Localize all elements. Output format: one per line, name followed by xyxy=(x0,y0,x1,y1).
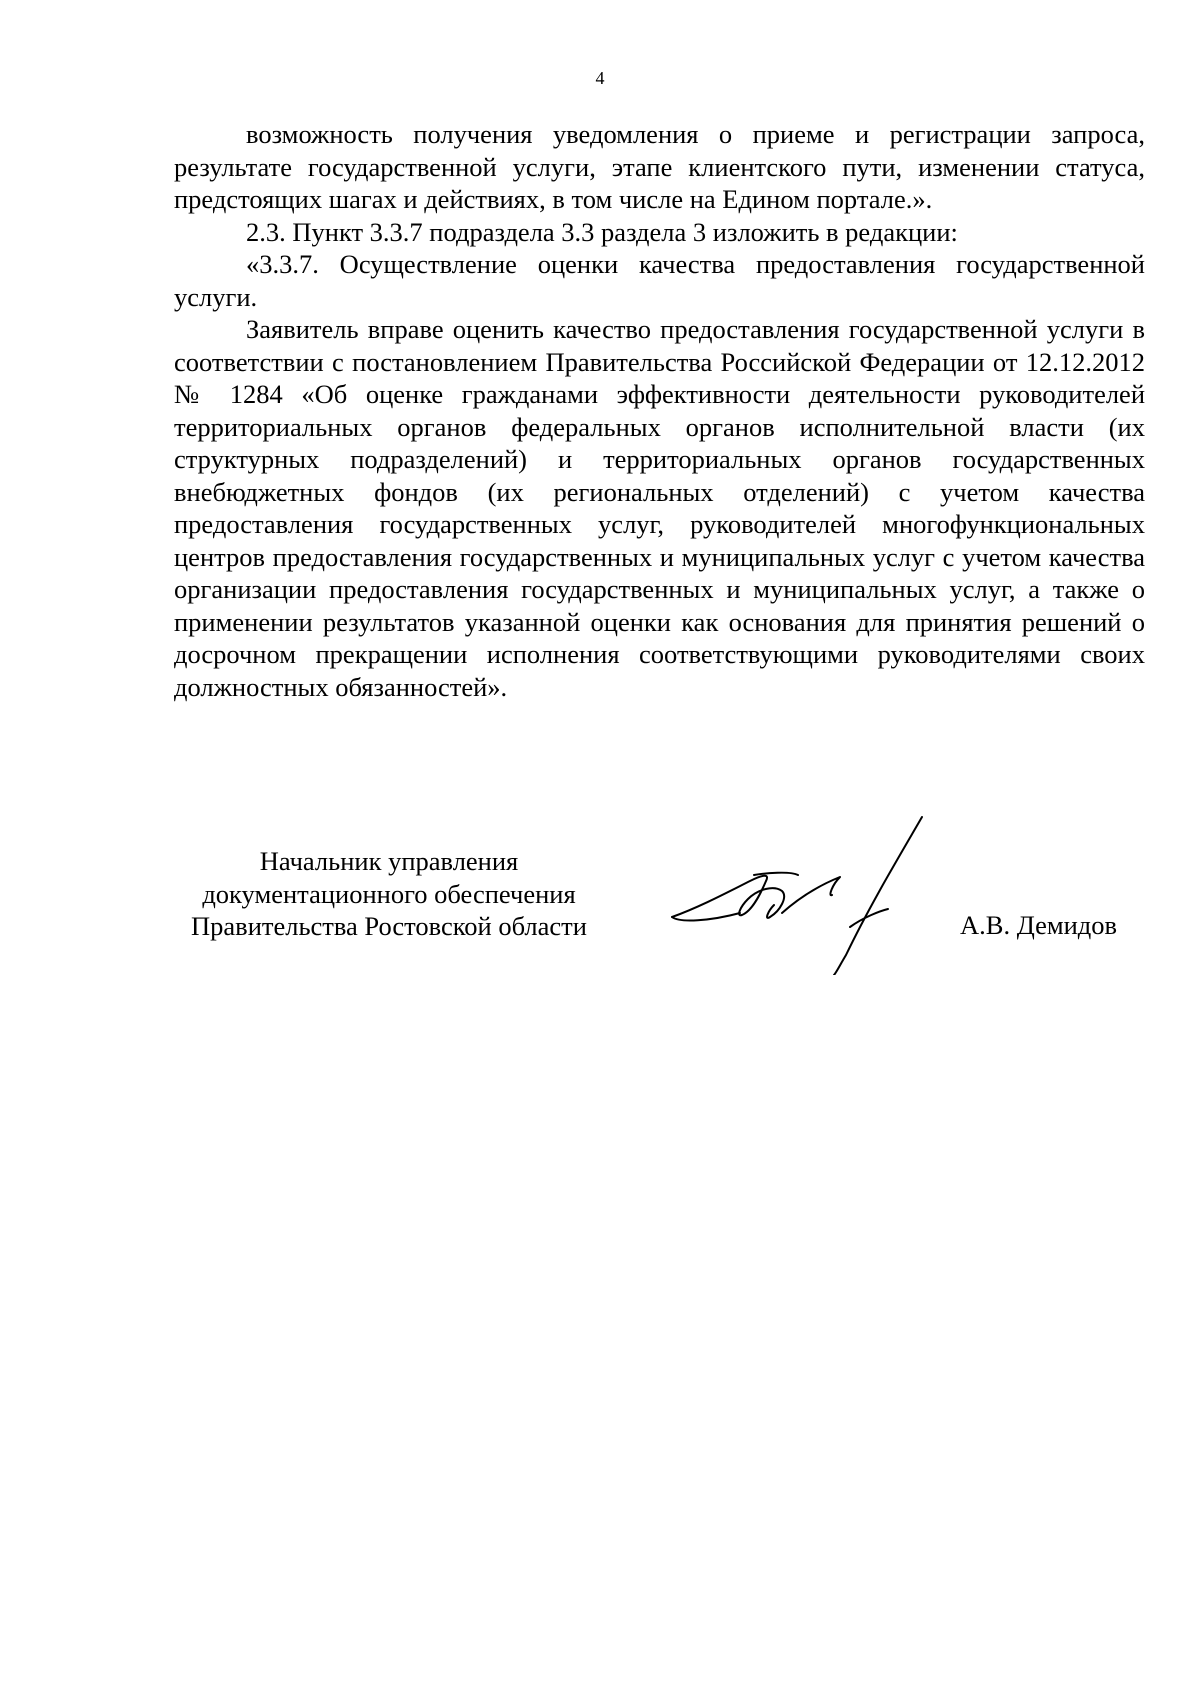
position-line-2: документационного обеспечения xyxy=(202,878,576,909)
signer-name: А.В. Демидов xyxy=(960,910,1118,940)
paragraph-3: «3.3.7. Осуществление оценки качества предоставления государственной услуги. xyxy=(174,249,1145,312)
document-body xyxy=(174,118,1145,703)
paragraph-4: Заявитель вправе оценить качество предоставления государственной услуги в соответствии с постановлением Правительства Российской Федерации от 12.12.2012 № 1284 «Об оценке гражданами эффективности деятельности руководителей территориальных органов федеральных органов исполнительной власти (их структурных подразделений) и территориальных органов государственных внебюджетных фондов (их региональных отделений) с учетом качества предоставления государственных услуг, руководителей многофункциональных центров предоставления государственных и муниципальных услуг с учетом качества организации предоставления государственных и муниципальных услуг, а также о применении результатов указанной оценки как основания для принятия решений о досрочном прекращении исполнения соответствующими руководителями своих должностных обязанностей». xyxy=(174,314,1145,702)
handwritten-signature xyxy=(670,815,960,975)
position-line-1: Начальник управления xyxy=(259,846,519,876)
page-number: 4 xyxy=(595,68,605,88)
paragraph-2: 2.3. Пункт 3.3.7 подраздела 3.3 раздела 3 изложить в редакции: xyxy=(246,216,958,247)
position-line-3: Правительства Ростовской области xyxy=(191,911,587,941)
signatory-position xyxy=(174,845,604,943)
paragraph-1: возможность получения уведомления о приеме и регистрации запроса, результате государственной услуги, этапе клиентского пути, изменении статуса, предстоящих шагах и действиях, в том числе на Едином портале.». xyxy=(174,119,1145,214)
